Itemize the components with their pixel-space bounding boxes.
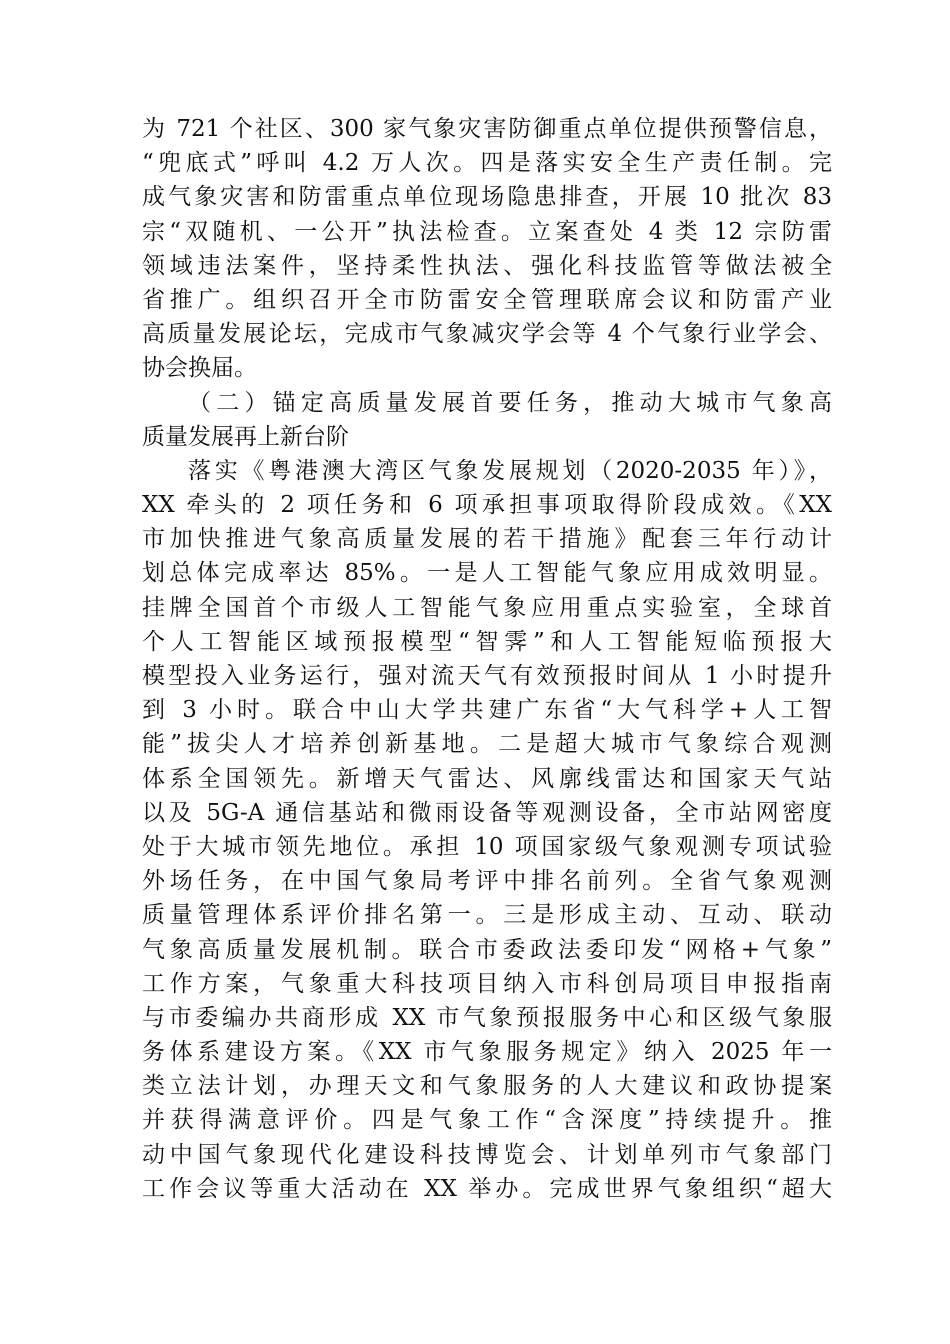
text-line: 落实《粤港澳大湾区气象发展规划（2020-2035 年）》，	[188, 457, 832, 484]
text-line: 个人工智能区域预报模型“智霁”和人工智能短临预报大	[142, 628, 832, 655]
text-line: 省推广。组织召开全市防雷安全管理联席会议和防雷产业	[142, 286, 832, 313]
text-line: 高质量发展论坛，完成市气象减灾学会等 4 个气象行业学会、	[142, 321, 832, 348]
heading-line: （二）锚定高质量发展首要任务，推动大城市气象高	[188, 389, 832, 416]
text-line: 到 3 小时。联合中山大学共建广东省“大气科学+人工智	[142, 697, 832, 724]
paragraph-1	[142, 112, 832, 386]
text-line: 动中国气象现代化建设科技博览会、计划单列市气象部门	[142, 1141, 832, 1168]
text-line: 领域违法案件，坚持柔性执法、强化科技监管等做法被全	[142, 252, 832, 279]
text-line: 模型投入业务运行，强对流天气有效预报时间从 1 小时提升	[142, 663, 832, 689]
text-line: 质量管理体系评价排名第一。三是形成主动、互动、联动	[142, 902, 832, 929]
text-line: 气象高质量发展机制。联合市委政法委印发“网格+气象”	[142, 936, 832, 963]
text-line: 挂牌全国首个市级人工智能气象应用重点实验室，全球首	[142, 594, 832, 621]
text-line: 宗“双随机、一公开”执法检查。立案查处 4 类 12 宗防雷	[142, 218, 832, 245]
text-line: 成气象灾害和防雷重点单位现场隐患排查，开展 10 批次 83	[142, 184, 832, 211]
text-line: 工作会议等重大活动在 XX 举办。完成世界气象组织“超大	[142, 1175, 832, 1202]
text-line: 为 721 个社区、300 家气象灾害防御重点单位提供预警信息，	[142, 116, 832, 142]
text-line: 外场任务，在中国气象局考评中排名前列。全省气象观测	[142, 868, 832, 895]
document-body	[142, 112, 832, 1206]
text-line: 以及 5G-A 通信基站和微雨设备等观测设备，全市站网密度	[142, 799, 832, 826]
text-line: 处于大城市领先地位。承担 10 项国家级气象观测专项试验	[142, 833, 832, 860]
text-line: 务体系建设方案。《XX 市气象服务规定》纳入 2025 年一	[142, 1039, 832, 1066]
text-line: 体系全国领先。新增天气雷达、风廓线雷达和国家天气站	[142, 765, 832, 792]
text-line: XX 牵头的 2 项任务和 6 项承担事项取得阶段成效。《XX	[142, 492, 832, 519]
text-line: “兜底式”呼叫 4.2 万人次。四是落实安全生产责任制。完	[142, 150, 832, 177]
section-heading	[142, 386, 832, 454]
text-line: 与市委编办共商形成 XX 市气象预报服务中心和区级气象服	[142, 1004, 832, 1031]
text-line: 协会换届。	[142, 355, 257, 382]
paragraph-2	[142, 454, 832, 1206]
text-line: 类立法计划，办理天文和气象服务的人大建议和政协提案	[142, 1073, 832, 1100]
text-line: 市加快推进气象高质量发展的若干措施》配套三年行动计	[142, 526, 832, 553]
text-line: 划总体完成率达 85%。一是人工智能气象应用成效明显。	[142, 560, 832, 587]
text-line: 并获得满意评价。四是气象工作“含深度”持续提升。推	[142, 1107, 832, 1134]
text-line: 能”拔尖人才培养创新基地。二是超大城市气象综合观测	[142, 731, 832, 758]
text-line: 工作方案，气象重大科技项目纳入市科创局项目申报指南	[142, 970, 832, 997]
heading-line: 质量发展再上新台阶	[142, 423, 349, 450]
